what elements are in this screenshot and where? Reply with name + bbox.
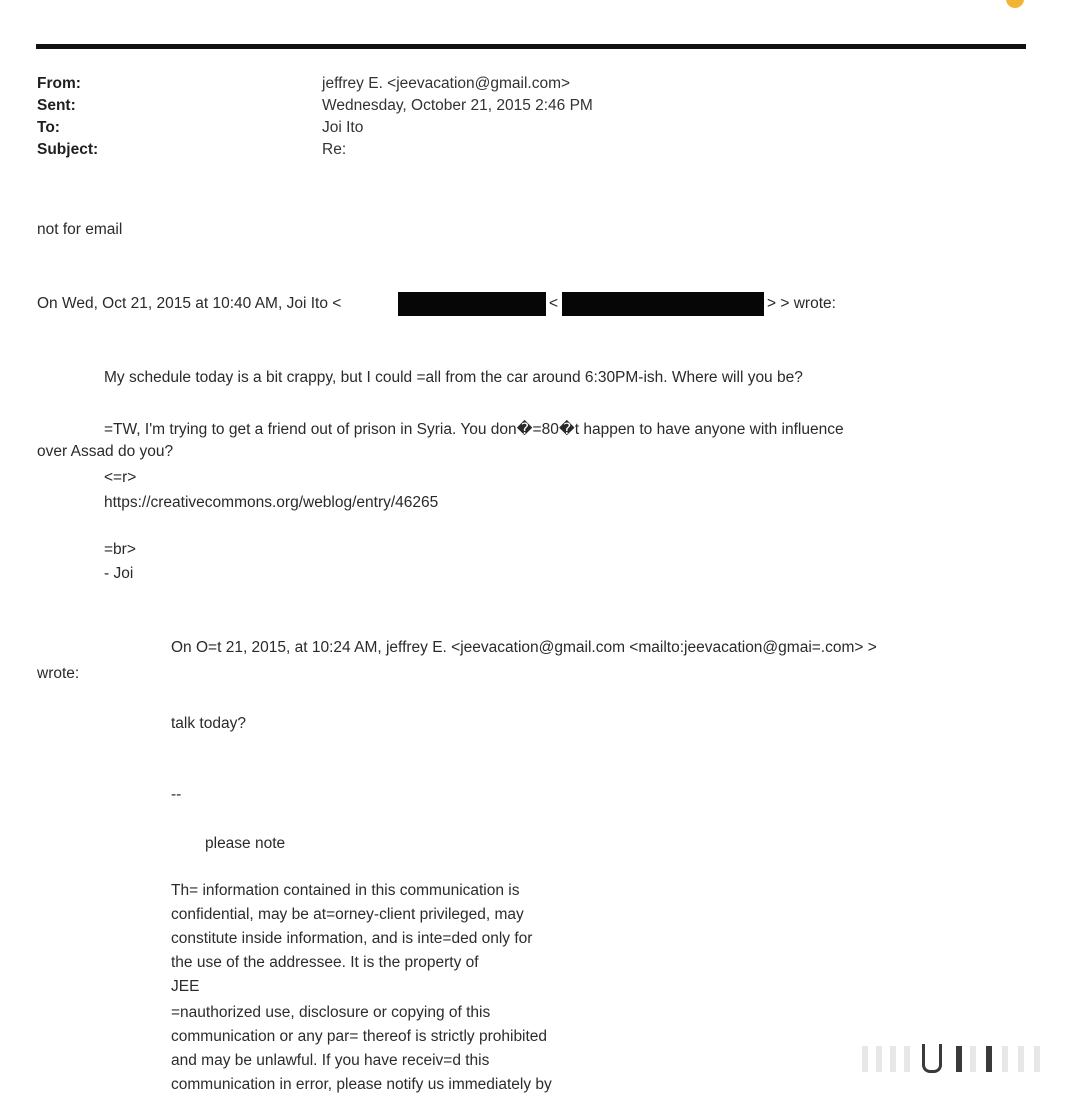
please-note: please note: [205, 835, 286, 852]
to-label: To:: [37, 119, 60, 136]
subject-value: Re:: [322, 141, 347, 158]
quote1-line-2a: =TW, I'm trying to get a friend out of prison in Syria. You don�=80�t happen to have anyone with influence: [104, 421, 844, 438]
quote2-separator: --: [171, 786, 182, 803]
disclaimer-line: confidential, may be at=orney-client privileged, may: [171, 906, 524, 923]
reply-text: not for email: [37, 221, 123, 238]
quote1-intro-end: > > wrote:: [767, 295, 836, 312]
redaction-bar-1: [398, 292, 546, 316]
subject-label: Subject:: [37, 141, 99, 158]
disclaimer-line: =nauthorized use, disclosure or copying of this: [171, 1004, 491, 1021]
quote2-line-1: talk today?: [171, 715, 246, 732]
sent-label: Sent:: [37, 97, 76, 114]
disclaimer-line: communication in error, please notify us immediately by: [171, 1076, 552, 1093]
disclaimer-line: communication or any par= thereof is strictly prohibited: [171, 1028, 548, 1045]
quote1-line-4: =br>: [104, 541, 136, 558]
quote1-line-1: My schedule today is a bit crappy, but I could =all from the car around 6:30PM-ish. Where will you be?: [104, 369, 803, 386]
header-rule: [36, 44, 1026, 49]
scan-artifact: [858, 1042, 1058, 1076]
quote1-intro-mid: <: [549, 295, 559, 312]
redaction-bar-2: [562, 292, 764, 316]
corner-mark: [1006, 0, 1024, 8]
disclaimer-line: constitute inside information, and is inte=ded only for: [171, 930, 533, 947]
quote2-intro: On O=t 21, 2015, at 10:24 AM, jeffrey E. <jeevacation@gmail.com <mailto:jeevacation@gmai=.com> >: [171, 639, 877, 656]
quote1-line-2b: over Assad do you?: [37, 443, 174, 460]
to-value: Joi Ito: [322, 119, 364, 136]
sent-value: Wednesday, October 21, 2015 2:46 PM: [322, 97, 593, 114]
disclaimer-line: JEE: [171, 978, 200, 995]
quote1-signature: - Joi: [104, 565, 134, 582]
disclaimer-line: the use of the addressee. It is the property of: [171, 954, 479, 971]
disclaimer-line: and may be unlawful. If you have receiv=d this: [171, 1052, 490, 1069]
quote2-wrote: wrote:: [37, 665, 80, 682]
quote1-link[interactable]: https://creativecommons.org/weblog/entry/46265: [104, 494, 439, 511]
quote1-line-3: <=r>: [104, 469, 137, 486]
from-value: jeffrey E. <jeevacation@gmail.com>: [322, 75, 571, 92]
quote1-intro-start: On Wed, Oct 21, 2015 at 10:40 AM, Joi Ito <: [37, 295, 342, 312]
disclaimer-line: Th= information contained in this communication is: [171, 882, 520, 899]
from-label: From:: [37, 75, 81, 92]
